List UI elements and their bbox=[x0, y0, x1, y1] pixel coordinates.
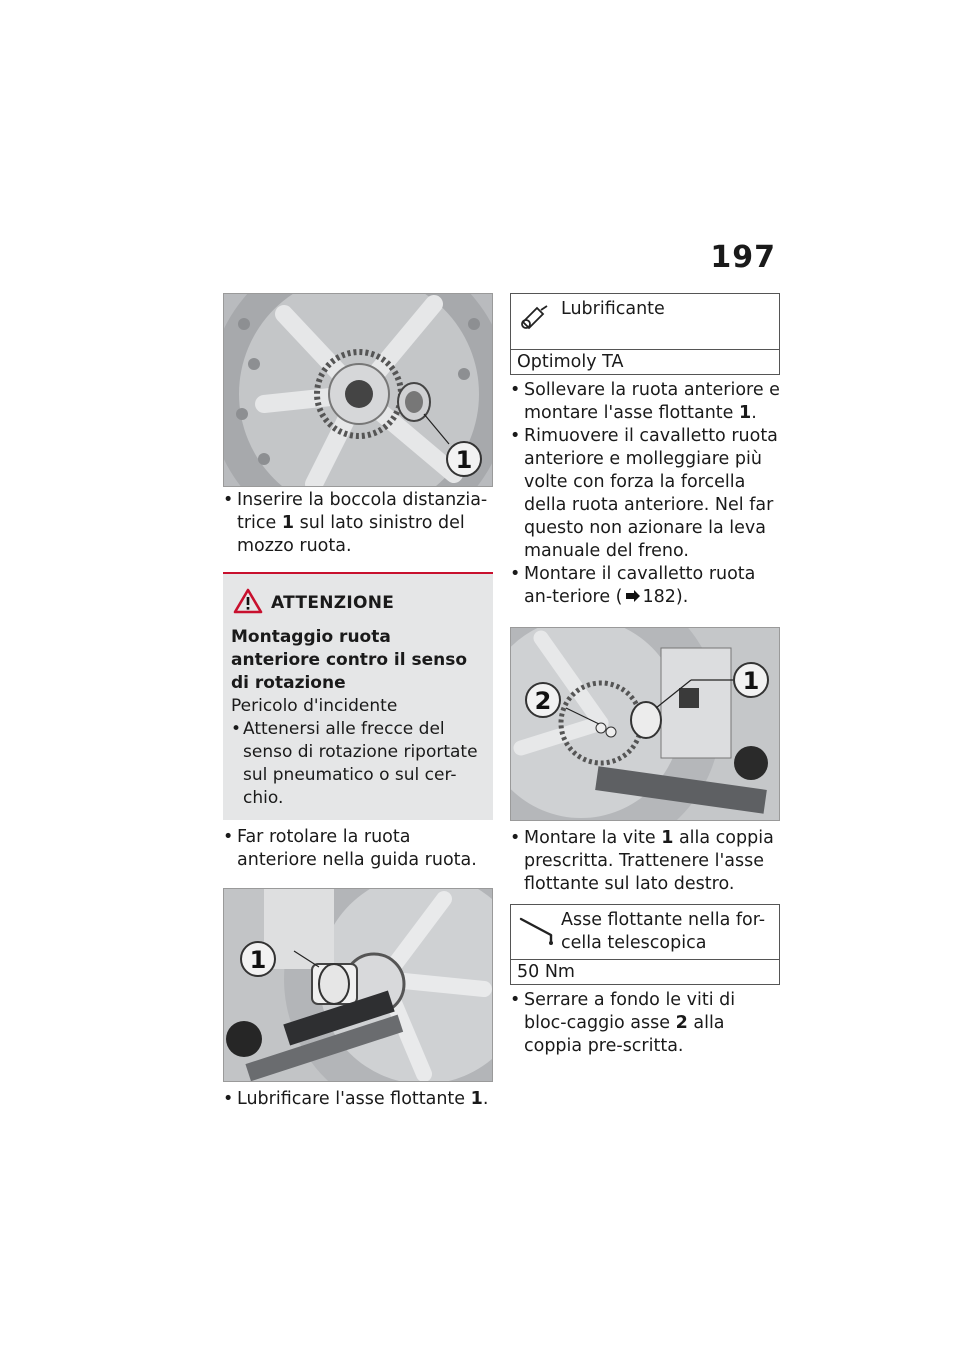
torque-title: Asse flottante nella for-cella telescopica bbox=[561, 910, 766, 953]
grease-tube-icon bbox=[517, 298, 561, 336]
page-reference-arrow-icon bbox=[623, 586, 643, 609]
torque-value: 50 Nm bbox=[517, 962, 575, 982]
step-lubricate-axle: • Lubrificare l'asse flottante 1. bbox=[223, 1089, 489, 1109]
warning-triangle-icon bbox=[233, 588, 263, 618]
left-column bbox=[223, 293, 493, 1111]
lubricant-title: Lubrificante bbox=[561, 299, 665, 319]
step-lift-wheel: • Sollevare la ruota anteriore e montare l'asse flottante 1. bbox=[510, 380, 780, 423]
warning-heading: Montaggio ruota anteriore contro il senso di rotazione bbox=[231, 627, 468, 693]
bullet: • bbox=[510, 828, 521, 848]
warning-title: ATTENZIONE bbox=[271, 593, 395, 613]
right-column bbox=[510, 293, 780, 1058]
torque-spec-header bbox=[511, 905, 779, 960]
photo3-callout-2: 2 bbox=[534, 687, 552, 715]
photo3-callout-1: 1 bbox=[742, 667, 760, 695]
lubricant-value: Optimoly TA bbox=[517, 352, 624, 372]
photo-spacer-bushing bbox=[223, 293, 493, 487]
warning-hazard: Pericolo d'incidente bbox=[231, 696, 398, 716]
step-remove-stand: • Rimuovere il cavalletto ruota anteriore e molleggiare più volte con forza la forcella della ruota anteriore. Nel far questo non azionare la leva manuale del freno. bbox=[510, 426, 778, 561]
photo2-callout: 1 bbox=[249, 946, 267, 974]
warning-header bbox=[231, 588, 485, 618]
torque-wrench-icon bbox=[517, 909, 561, 949]
step-mount-screw: • Montare la vite 1 alla coppia prescritta. Trattenere l'asse flottante sul lato destro. bbox=[510, 828, 774, 894]
bullet: • bbox=[223, 490, 234, 510]
photo1-callout: 1 bbox=[455, 446, 473, 474]
bullet: • bbox=[510, 426, 521, 446]
bullet: • bbox=[223, 1089, 234, 1109]
step-tighten-clamp-screws: • Serrare a fondo le viti di bloc-caggio asse 2 alla coppia pre-scritta. bbox=[510, 990, 736, 1056]
bullet: • bbox=[510, 380, 521, 400]
step-mount-stand: • Montare il cavalletto ruota an-teriore ( 182). bbox=[510, 564, 756, 607]
photo-axle-lubrication bbox=[223, 888, 493, 1082]
photo-axle-screws bbox=[510, 627, 780, 821]
lubricant-spec-header bbox=[511, 294, 779, 350]
step-insert-bushing: • Inserire la boccola distanzia-trice 1 sul lato sinistro del mozzo ruota. bbox=[223, 490, 488, 556]
warning-measure: • Attenersi alle frecce del senso di rotazione riportate sul pneumatico o sul cer-chio. bbox=[231, 719, 478, 808]
torque-spec-table bbox=[510, 904, 780, 985]
step-roll-wheel: • Far rotolare la ruota anteriore nella guida ruota. bbox=[223, 827, 477, 870]
bullet: • bbox=[510, 564, 521, 584]
page-number: 197 bbox=[710, 240, 776, 275]
bullet: • bbox=[223, 827, 234, 847]
lubricant-spec-table bbox=[510, 293, 780, 375]
bullet: • bbox=[231, 719, 242, 739]
warning-box bbox=[223, 572, 493, 820]
page-reference[interactable]: 182 bbox=[642, 587, 676, 607]
bullet: • bbox=[510, 990, 521, 1010]
